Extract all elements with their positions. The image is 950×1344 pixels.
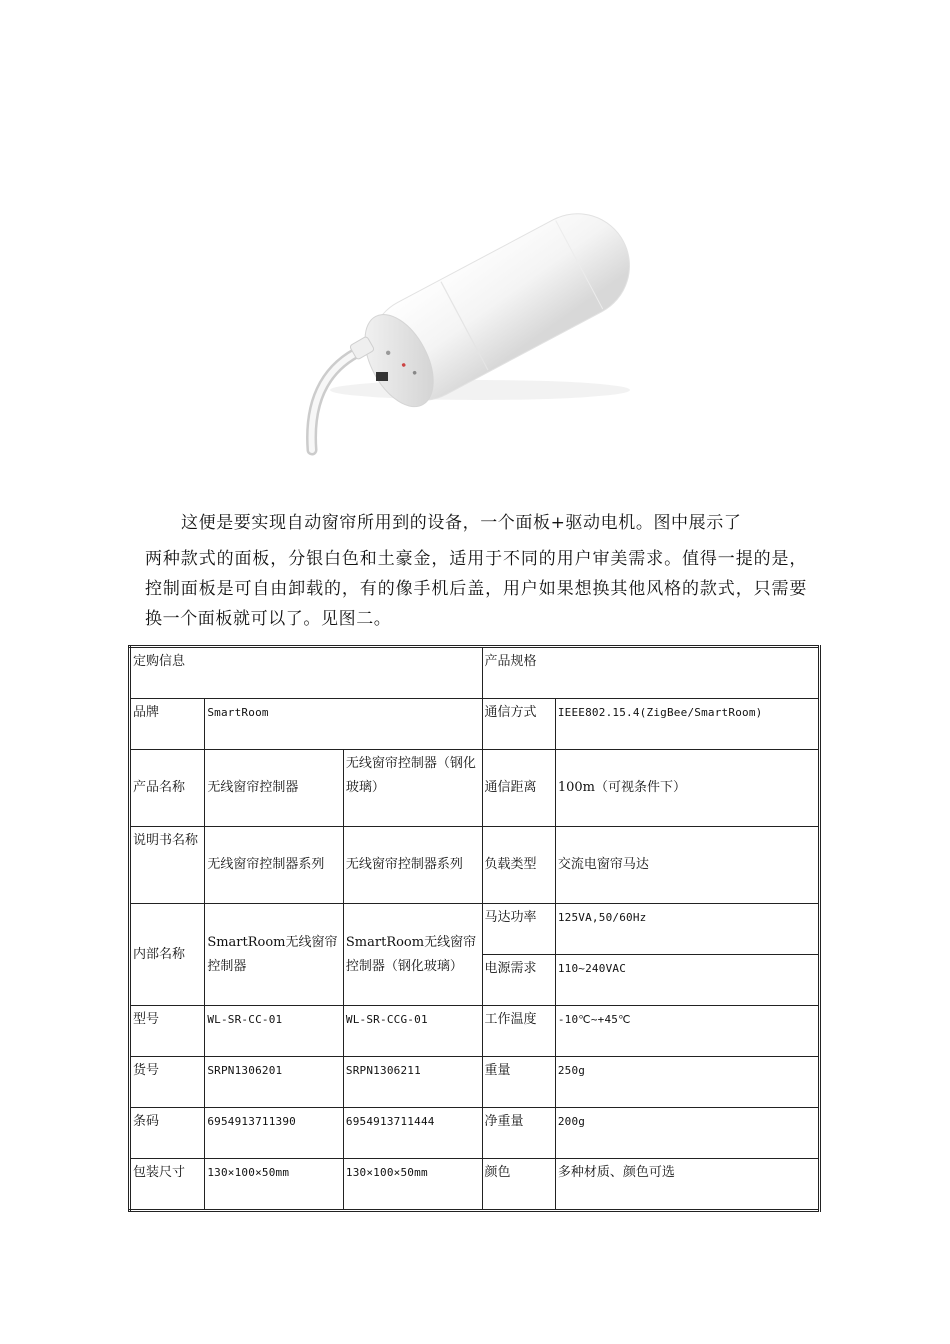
description-paragraph	[145, 508, 807, 634]
comm-value: IEEE802.15.4(ZigBee/SmartRoom)	[555, 699, 819, 750]
color-label: 颜色	[482, 1159, 555, 1211]
weight-value: 250g	[555, 1057, 819, 1108]
weight-label: 重量	[482, 1057, 555, 1108]
distance-value: 100m（可视条件下）	[555, 750, 819, 827]
model-a: WL-SR-CC-01	[205, 1006, 344, 1057]
product-spec-header: 产品规格	[482, 647, 820, 699]
comm-label: 通信方式	[482, 699, 555, 750]
internal-name-a: SmartRoom无线窗帘控制器	[205, 904, 344, 1006]
model-b: WL-SR-CCG-01	[343, 1006, 482, 1057]
package-size-b: 130×100×50mm	[343, 1159, 482, 1211]
product-name-a: 无线窗帘控制器	[205, 750, 344, 827]
temperature-value: -10℃~+45℃	[555, 1006, 819, 1057]
brand-label: 品牌	[130, 699, 205, 750]
net-weight-label: 净重量	[482, 1108, 555, 1159]
load-label: 负载类型	[482, 827, 555, 904]
package-size-a: 130×100×50mm	[205, 1159, 344, 1211]
order-info-header: 定购信息	[130, 647, 483, 699]
package-size-label: 包装尺寸	[130, 1159, 205, 1211]
model-label: 型号	[130, 1006, 205, 1057]
curtain-motor-image	[290, 150, 670, 470]
product-name-label: 产品名称	[130, 750, 205, 827]
manual-b: 无线窗帘控制器系列	[343, 827, 482, 904]
sku-label: 货号	[130, 1057, 205, 1108]
barcode-b: 6954913711444	[343, 1108, 482, 1159]
color-value: 多种材质、颜色可选	[555, 1159, 819, 1211]
barcode-a: 6954913711390	[205, 1108, 344, 1159]
spec-table	[128, 645, 821, 1212]
motor-power-label: 马达功率	[482, 904, 555, 955]
paragraph-rest: 两种款式的面板，分银白色和土豪金，适用于不同的用户审美需求。值得一提的是，控制面板是可自由卸载的，有的像手机后盖，用户如果想换其他风格的款式，只需要换一个面板就可以了。见图二。	[145, 549, 807, 629]
manual-a: 无线窗帘控制器系列	[205, 827, 344, 904]
motor-power-value: 125VA,50/60Hz	[555, 904, 819, 955]
sku-b: SRPN1306211	[343, 1057, 482, 1108]
product-name-b: 无线窗帘控制器（钢化玻璃）	[343, 750, 482, 827]
supply-value: 110~240VAC	[555, 955, 819, 1006]
product-photo	[290, 150, 670, 470]
temperature-label: 工作温度	[482, 1006, 555, 1057]
sku-a: SRPN1306201	[205, 1057, 344, 1108]
distance-label: 通信距离	[482, 750, 555, 827]
internal-name-b: SmartRoom无线窗帘控制器（钢化玻璃）	[343, 904, 482, 1006]
brand-value: SmartRoom	[205, 699, 482, 750]
paragraph-line-1: 这便是要实现自动窗帘所用到的设备，一个面板+驱动电机。图中展示了	[181, 513, 742, 533]
supply-label: 电源需求	[482, 955, 555, 1006]
manual-label: 说明书名称	[130, 827, 205, 904]
net-weight-value: 200g	[555, 1108, 819, 1159]
barcode-label: 条码	[130, 1108, 205, 1159]
load-value: 交流电窗帘马达	[555, 827, 819, 904]
internal-name-label: 内部名称	[130, 904, 205, 1006]
